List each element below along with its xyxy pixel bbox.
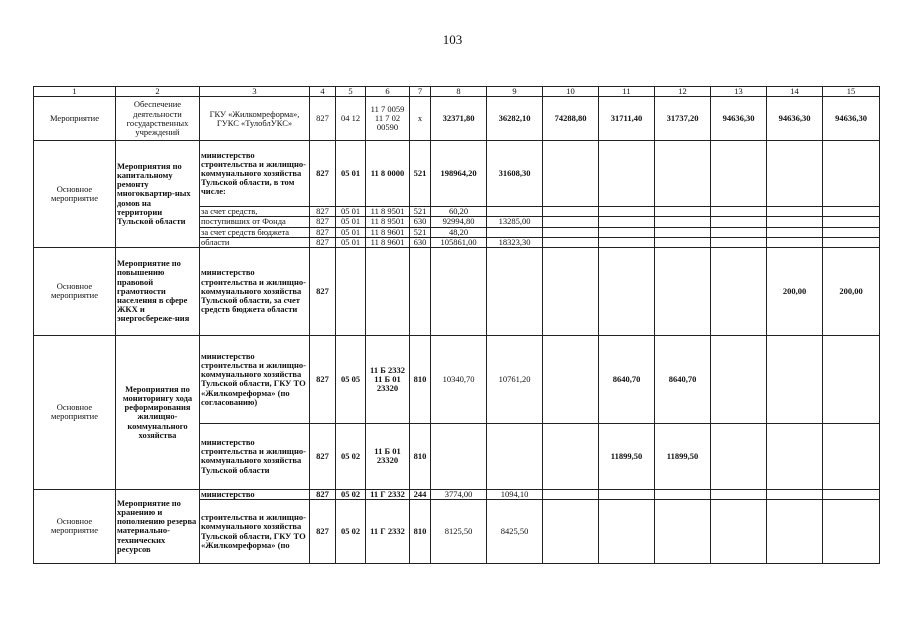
- table-row: [34, 97, 880, 141]
- target-code: 11 Б 01 23320: [366, 423, 410, 489]
- executor: министерство строительства и жилищно-коммунального хозяйства Тульской области, в том числе:: [200, 141, 310, 207]
- grbs-code: 827: [310, 141, 336, 207]
- target-code: 11 7 0059 11 7 02 00590: [366, 97, 410, 141]
- table-row: [34, 335, 880, 423]
- col-header: 6: [366, 87, 410, 97]
- value-cell: 8640,70: [655, 335, 711, 423]
- col-header: 3: [200, 87, 310, 97]
- value-cell: 8425,50: [487, 500, 543, 564]
- activity-type: Основное мероприятие: [34, 489, 116, 563]
- grbs-code: 827: [310, 335, 336, 423]
- activity-name: Мероприятие по повышению правовой грамотности населения в сфере ЖКХ и энергосбереже-ния: [116, 247, 200, 335]
- col-header: 2: [116, 87, 200, 97]
- section-code: 04 12: [336, 97, 366, 141]
- value-cell: 18323,30: [487, 237, 543, 247]
- value-cell: 198964,20: [431, 141, 487, 207]
- section-code: 05 01: [336, 207, 366, 217]
- col-header: 8: [431, 87, 487, 97]
- value-cell: 31737,20: [655, 97, 711, 141]
- value-cell: 200,00: [823, 247, 880, 335]
- value-cell: 11899,50: [655, 423, 711, 489]
- budget-table: [33, 86, 880, 564]
- expense-type: 810: [410, 500, 431, 564]
- table-row: [34, 489, 880, 499]
- grbs-code: 827: [310, 489, 336, 499]
- table-row: [34, 247, 880, 335]
- empty-cell: [823, 141, 880, 207]
- executor: строительства и жилищно-коммунального хозяйства Тульской области, ГКУ ТО «Жилкомреформа» (по: [200, 500, 310, 564]
- col-header: 10: [543, 87, 599, 97]
- empty-cell: [767, 141, 823, 207]
- table-row: [34, 141, 880, 207]
- section-code: 05 01: [336, 237, 366, 247]
- value-cell: 92994,80: [431, 217, 487, 227]
- executor: министерство строительства и жилищно-коммунального хозяйства Тульской области, за счет средств бюджета области: [200, 247, 310, 335]
- value-cell: 94636,30: [823, 97, 880, 141]
- activity-name: Мероприятия по капитальному ремонту многоквартир-ных домов на территории Тульской области: [116, 141, 200, 248]
- col-header: 5: [336, 87, 366, 97]
- empty-cell: [711, 141, 767, 207]
- section-code: 05 02: [336, 423, 366, 489]
- executor: поступивших от Фонда: [200, 217, 310, 227]
- value-cell: [487, 227, 543, 237]
- empty-cell: [655, 141, 711, 207]
- activity-name: Мероприятия по мониторингу хода реформирования жилищно-коммунального хозяйства: [116, 335, 200, 489]
- grbs-code: 827: [310, 247, 336, 335]
- grbs-code: 827: [310, 207, 336, 217]
- grbs-code: 827: [310, 423, 336, 489]
- activity-type: Мероприятие: [34, 97, 116, 141]
- target-code: 11 8 9601: [366, 227, 410, 237]
- activity-type: Основное мероприятие: [34, 247, 116, 335]
- value-cell: 48,20: [431, 227, 487, 237]
- target-code: 11 8 9501: [366, 207, 410, 217]
- grbs-code: 827: [310, 97, 336, 141]
- executor: за счет средств,: [200, 207, 310, 217]
- col-header: 1: [34, 87, 116, 97]
- value-cell: 3774,00: [431, 489, 487, 499]
- expense-type: х: [410, 97, 431, 141]
- grbs-code: 827: [310, 237, 336, 247]
- expense-type: 810: [410, 335, 431, 423]
- grbs-code: 827: [310, 217, 336, 227]
- value-cell: 10761,20: [487, 335, 543, 423]
- col-header: 11: [599, 87, 655, 97]
- activity-name: Мероприятие по хранению и пополнению резерва материально-технических ресурсов: [116, 489, 200, 563]
- activity-name: Обеспечение деятельности государственных учреждений: [116, 97, 200, 141]
- expense-type: 521: [410, 227, 431, 237]
- value-cell: 31608,30: [487, 141, 543, 207]
- col-header: 12: [655, 87, 711, 97]
- value-cell: 32371,80: [431, 97, 487, 141]
- grbs-code: 827: [310, 500, 336, 564]
- col-header: 13: [711, 87, 767, 97]
- value-cell: 36282,10: [487, 97, 543, 141]
- target-code: 11 Г 2332: [366, 489, 410, 499]
- empty-cell: [543, 141, 599, 207]
- value-cell: 105861,00: [431, 237, 487, 247]
- executor: министерство: [200, 489, 310, 499]
- section-code: 05 02: [336, 489, 366, 499]
- value-cell: 94636,30: [711, 97, 767, 141]
- header-row: [34, 87, 880, 97]
- activity-type: Основное мероприятие: [34, 141, 116, 248]
- expense-type: 244: [410, 489, 431, 499]
- section-code: 05 01: [336, 227, 366, 237]
- expense-type: 810: [410, 423, 431, 489]
- value-cell: 11899,50: [599, 423, 655, 489]
- executor: области: [200, 237, 310, 247]
- value-cell: 8640,70: [599, 335, 655, 423]
- expense-type: 630: [410, 237, 431, 247]
- section-code: 05 05: [336, 335, 366, 423]
- col-header: 15: [823, 87, 880, 97]
- expense-type: 630: [410, 217, 431, 227]
- value-cell: 8125,50: [431, 500, 487, 564]
- executor: ГКУ «Жилкомреформа», ГУКС «ТулоблУКС»: [200, 97, 310, 141]
- value-cell: 1094,10: [487, 489, 543, 499]
- value-cell: 94636,30: [767, 97, 823, 141]
- col-header: 7: [410, 87, 431, 97]
- target-code: 11 8 9601: [366, 237, 410, 247]
- section-code: 05 01: [336, 217, 366, 227]
- col-header: 4: [310, 87, 336, 97]
- value-cell: 200,00: [767, 247, 823, 335]
- target-code: 11 Б 2332 11 Б 01 23320: [366, 335, 410, 423]
- executor: министерство строительства и жилищно-коммунального хозяйства Тульской области, ГКУ ТО «Жилкомреформа» (по согласованию): [200, 335, 310, 423]
- section-code: 05 01: [336, 141, 366, 207]
- executor: за счет средств бюджета: [200, 227, 310, 237]
- value-cell: 10340,70: [431, 335, 487, 423]
- value-cell: 13285,00: [487, 217, 543, 227]
- value-cell: 31711,40: [599, 97, 655, 141]
- value-cell: [487, 207, 543, 217]
- page-number: 103: [442, 32, 463, 47]
- target-code: 11 8 9501: [366, 217, 410, 227]
- executor: министерство строительства и жилищно-коммунального хозяйства Тульской области: [200, 423, 310, 489]
- empty-cell: [599, 141, 655, 207]
- grbs-code: 827: [310, 227, 336, 237]
- section-code: 05 02: [336, 500, 366, 564]
- col-header: 9: [487, 87, 543, 97]
- target-code: 11 Г 2332: [366, 500, 410, 564]
- target-code: 11 8 0000: [366, 141, 410, 207]
- expense-type: 521: [410, 141, 431, 207]
- col-header: 14: [767, 87, 823, 97]
- value-cell: 60,20: [431, 207, 487, 217]
- activity-type: Основное мероприятие: [34, 335, 116, 489]
- expense-type: 521: [410, 207, 431, 217]
- value-cell: 74288,80: [543, 97, 599, 141]
